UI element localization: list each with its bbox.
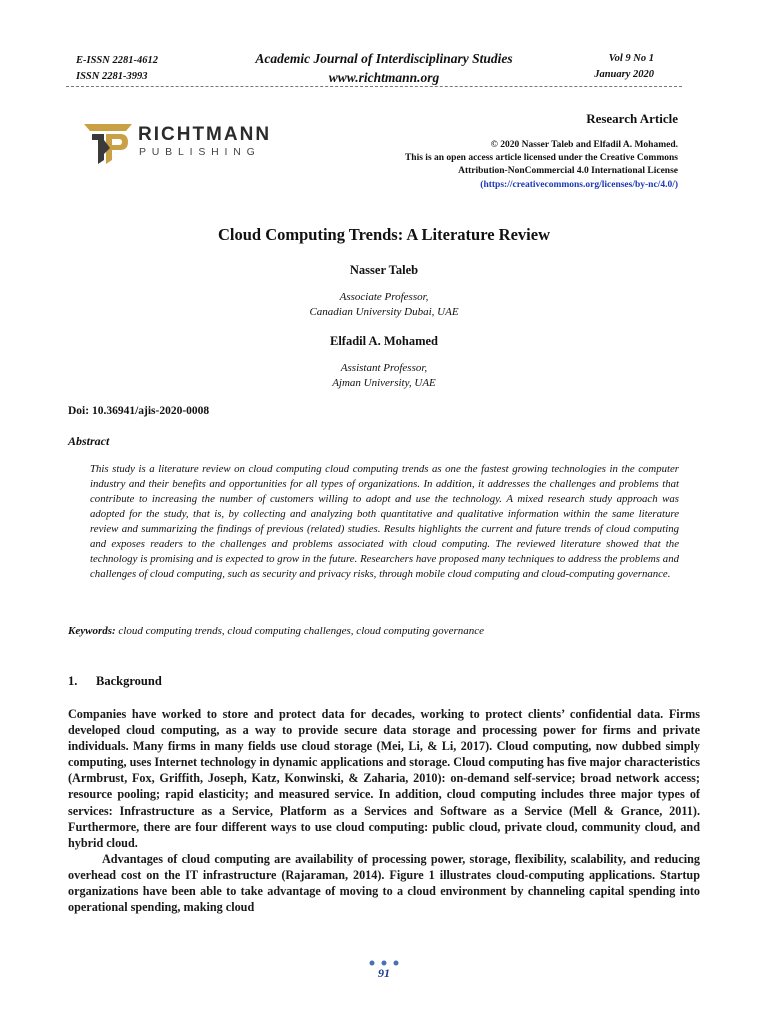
keywords xyxy=(68,625,484,637)
section-number: 1. xyxy=(68,674,78,688)
author-affiliation xyxy=(0,361,768,390)
keywords-list: cloud computing trends, cloud computing challenges, cloud computing governance xyxy=(118,625,484,637)
header-divider xyxy=(66,86,682,87)
license-link[interactable]: (https://creativecommons.org/licenses/by-nc/4.0/) xyxy=(480,179,678,190)
issue-date: January 2020 xyxy=(594,69,654,80)
abstract-heading: Abstract xyxy=(68,434,110,448)
logo-subtitle: PUBLISHING xyxy=(139,146,261,158)
author-role: Associate Professor, xyxy=(339,291,429,303)
section-heading xyxy=(68,674,162,689)
license-line: This is an open access article licensed under the Creative Commons xyxy=(404,153,678,164)
license-name: Attribution-NonCommercial 4.0 International License xyxy=(458,166,678,177)
author-role: Assistant Professor, xyxy=(340,362,428,374)
rp-emblem-icon xyxy=(82,118,134,166)
volume-block xyxy=(594,51,654,83)
doi[interactable]: Doi: 10.36941/ajis-2020-0008 xyxy=(68,405,210,417)
paragraph: Companies have worked to store and protect data for decades, working to protect clients’ confidential data. Firms developed cloud computing, as a way to provide secure data storage and processing power for firms and private individuals. Many firms in many fields use cloud storage (Mei, Li, & Li, 2017). Cloud computing, now dubbed simply computing, uses Internet technology in dynamic applications and storage. Cloud computing has five major characteristics (Armbrust, Fox, Griffith, Joseph, Katz, Konwinski, & Zaharia, 2010): on-demand self-service; broad network access; resource pooling; rapid elasticity; and measured service. In addition, cloud computing includes three major types of services: Infrastructure as a Service, Platform as a Services and Software as a Service (Mell & Grance, 2011). Furthermore, there are four different ways to use cloud computing: public cloud, private cloud, community cloud, and hybrid cloud. xyxy=(68,707,700,850)
journal-block xyxy=(200,49,568,87)
author-name: Elfadil A. Mohamed xyxy=(330,334,438,348)
page-number: 91 xyxy=(378,966,390,980)
issn-block xyxy=(76,53,158,85)
issn: ISSN 2281-3993 xyxy=(76,71,148,82)
logo-name: RICHTMANN xyxy=(138,124,272,145)
copyright-line: © 2020 Nasser Taleb and Elfadil A. Mohamed. xyxy=(490,140,678,150)
keywords-label: Keywords: xyxy=(68,625,116,637)
volume: Vol 9 No 1 xyxy=(608,53,654,64)
author-institution: Canadian University Dubai, UAE xyxy=(309,305,459,318)
journal-title: Academic Journal of Interdisciplinary Studies xyxy=(255,51,513,66)
publisher-logo xyxy=(82,118,282,166)
author-affiliation xyxy=(0,290,768,319)
eissn: E-ISSN 2281-4612 xyxy=(76,55,158,66)
section-title: Background xyxy=(96,674,162,688)
abstract-text: This study is a literature review on cloud computing cloud computing trends as one the fastest growing technologies in the computer industry and their benefits and opportunities for all types of organizations. In addition, it addresses the challenges and problems that contribute to increasing the number of customers willing to adopt and use the technology. A mixed research study approach was adopted for the study, that is, by collecting and analyzing both quantitative and qualitative information within the same literature review and summarizing the findings of previous (related) studies. Results highlights the current and future trends of cloud computing and exposes readers to the challenges and problems associated with cloud computing. The reviewed literature showed that the technology is promising and is expected to grow in the future. Researchers have proposed many techniques to address the problems and challenges of cloud computing, such as security and privacy risks, through mobile cloud computing and cloud-computing governance. xyxy=(90,463,679,580)
journal-website[interactable]: www.richtmann.org xyxy=(328,70,440,85)
author-name: Nasser Taleb xyxy=(349,263,419,277)
author-institution: Ajman University, UAE xyxy=(332,376,436,389)
paragraph: Advantages of cloud computing are availability of processing power, storage, flexibility, scalability, and reducing overhead cost on the IT infrastructure (Rajaraman, 2014). Figure 1 illustrates cloud-computing applications. Startup organizations have been able to take advantage of moving to a cloud environment by channeling capital spending into operational spending, making cloud xyxy=(68,851,700,915)
article-type: Research Article xyxy=(586,111,678,126)
article-title: Cloud Computing Trends: A Literature Review xyxy=(217,225,550,244)
license-block xyxy=(405,139,678,192)
body-text xyxy=(68,706,700,915)
